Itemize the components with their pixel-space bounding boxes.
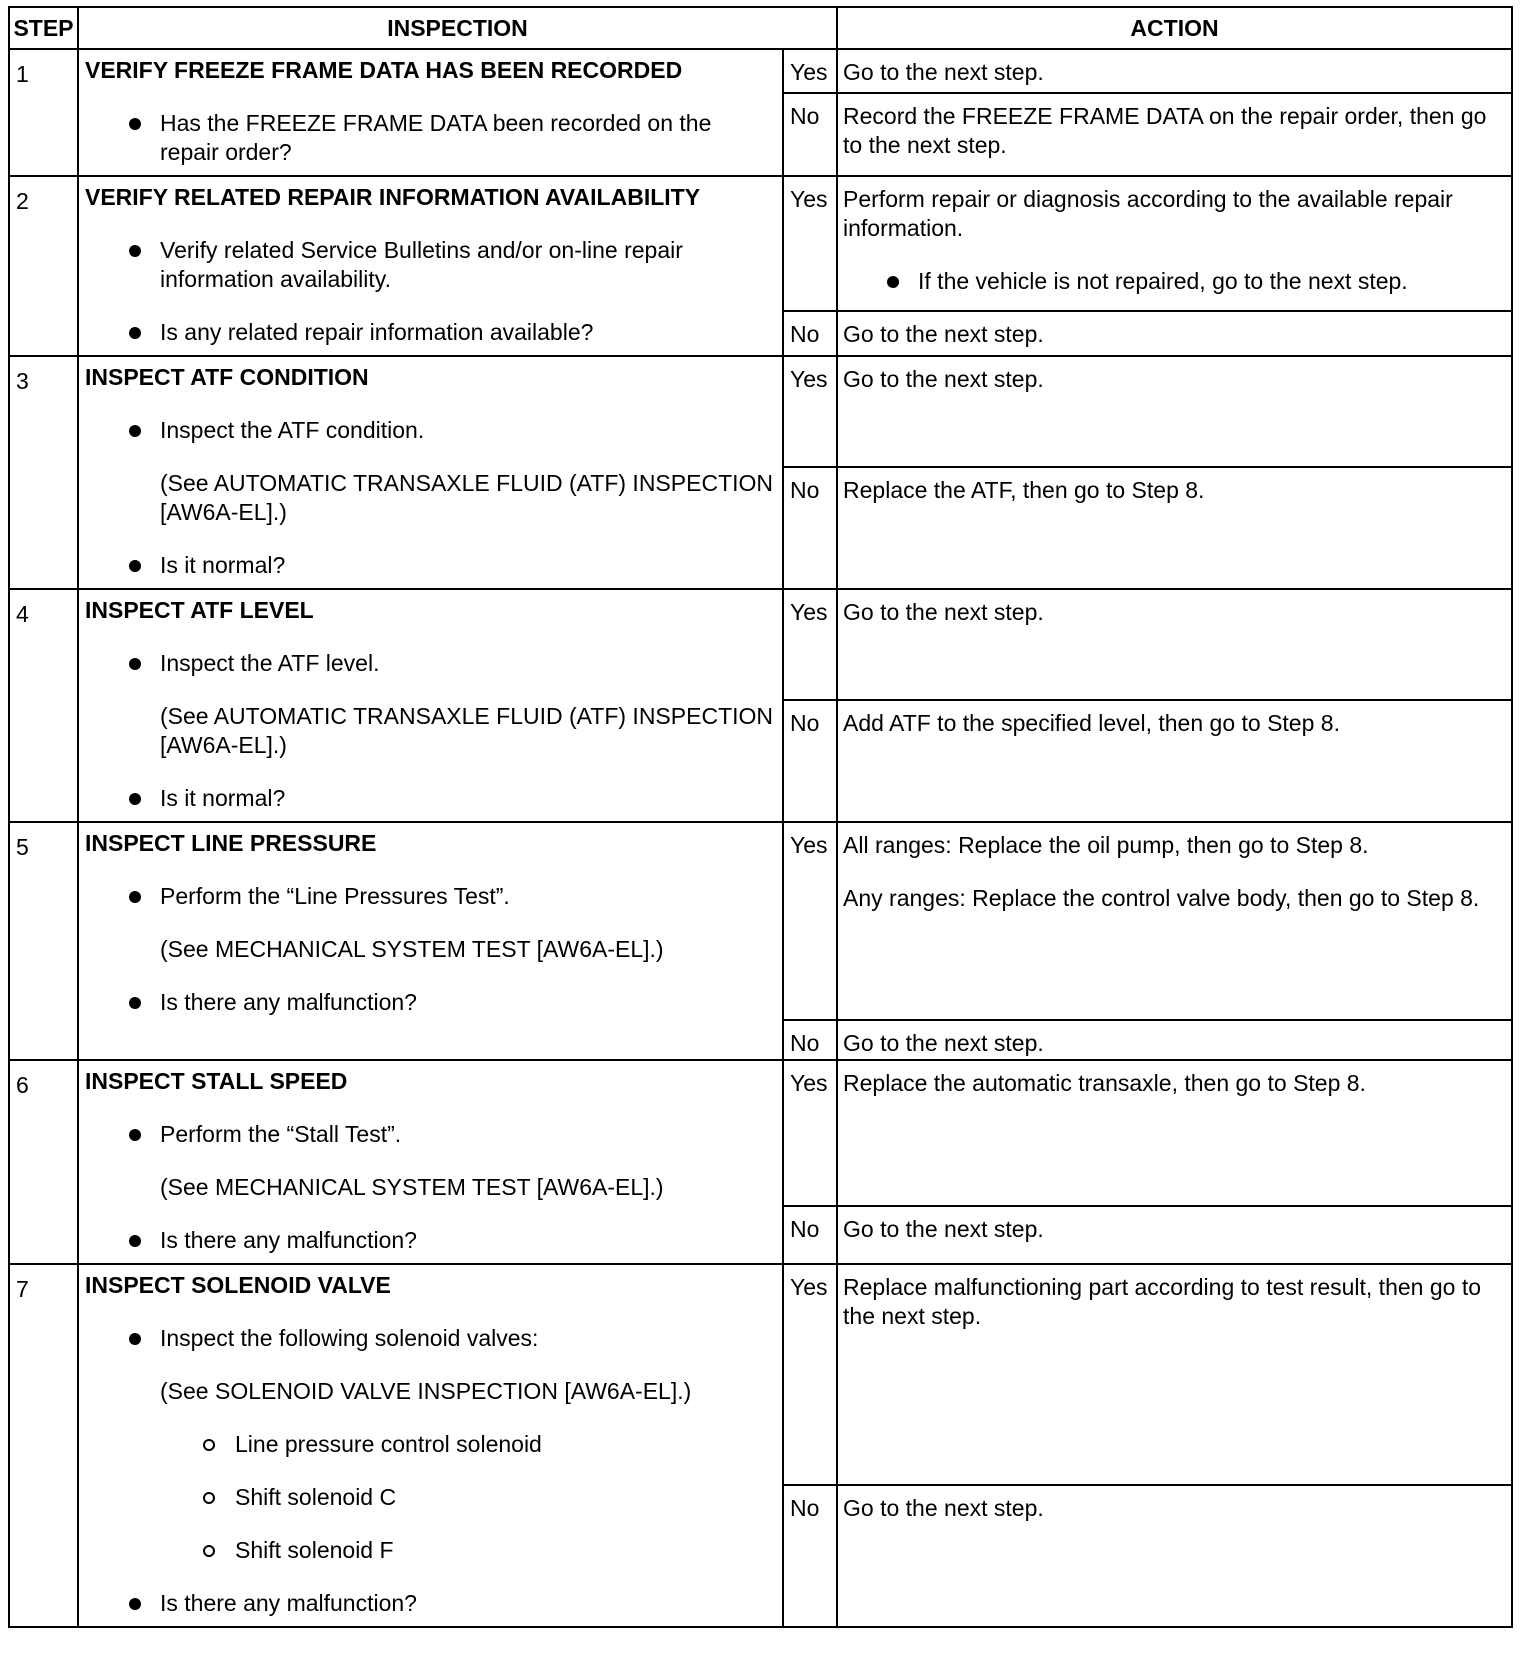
step-number: 7 — [9, 1264, 78, 1627]
yes-action: All ranges: Replace the oil pump, then go to Step 8. — [843, 832, 1369, 858]
step-number: 1 — [9, 49, 78, 176]
inspection-bullet: Inspect the ATF level. — [85, 649, 774, 678]
yes-action: Perform repair or diagnosis according to the available repair information. — [843, 186, 1453, 241]
step-title: INSPECT STALL SPEED — [85, 1068, 348, 1094]
step-title: INSPECT ATF CONDITION — [85, 364, 369, 390]
yes-action-cell — [837, 822, 1512, 1020]
no-action: Add ATF to the specified level, then go to Step 8. — [837, 700, 1512, 822]
step-4-inspection — [78, 589, 783, 822]
reference-note: (See MECHANICAL SYSTEM TEST [AW6A-EL].) — [160, 1174, 664, 1200]
step-title: INSPECT LINE PRESSURE — [85, 830, 377, 856]
yes-action-cell — [837, 176, 1512, 311]
solenoid-item: Line pressure control solenoid — [85, 1430, 774, 1459]
step-number: 3 — [9, 356, 78, 589]
no-action: Go to the next step. — [837, 1020, 1512, 1060]
step-number: 6 — [9, 1060, 78, 1264]
inspection-question: Is there any malfunction? — [85, 1226, 774, 1255]
no-label: No — [783, 311, 837, 356]
header-action: ACTION — [837, 7, 1512, 49]
no-label: No — [783, 467, 837, 589]
no-label: No — [783, 1485, 837, 1627]
step-6-inspection — [78, 1060, 783, 1264]
yes-action: Replace malfunctioning part according to test result, then go to the next step. — [837, 1264, 1512, 1485]
yes-label: Yes — [783, 589, 837, 700]
no-action: Go to the next step. — [837, 1485, 1512, 1627]
reference-note: (See AUTOMATIC TRANSAXLE FLUID (ATF) INSPECTION [AW6A-EL].) — [160, 470, 774, 525]
step-7-inspection — [78, 1264, 783, 1627]
yes-action: Replace the automatic transaxle, then go to Step 8. — [837, 1060, 1512, 1206]
step-title: VERIFY FREEZE FRAME DATA HAS BEEN RECORDED — [85, 57, 683, 83]
yes-action: Go to the next step. — [837, 49, 1512, 93]
step-6-yes-row — [9, 1060, 1512, 1206]
step-7-yes-row — [9, 1264, 1512, 1485]
no-action: Go to the next step. — [837, 1206, 1512, 1264]
step-title: INSPECT SOLENOID VALVE — [85, 1272, 391, 1298]
step-title: VERIFY RELATED REPAIR INFORMATION AVAILABILITY — [85, 184, 701, 210]
no-label: No — [783, 1020, 837, 1060]
yes-label: Yes — [783, 1264, 837, 1485]
diagnostic-table — [8, 6, 1513, 1628]
step-2-inspection — [78, 176, 783, 356]
step-number: 5 — [9, 822, 78, 1060]
step-2-yes-row — [9, 176, 1512, 311]
yes-label: Yes — [783, 49, 837, 93]
step-1-yes-row — [9, 49, 1512, 93]
header-inspection: INSPECTION — [78, 7, 837, 49]
inspection-bullet: Perform the “Line Pressures Test”. — [85, 882, 774, 911]
inspection-question: Is there any malfunction? — [85, 1589, 774, 1618]
no-label: No — [783, 700, 837, 822]
no-action: Go to the next step. — [837, 311, 1512, 356]
inspection-bullet: Perform the “Stall Test”. — [85, 1120, 774, 1149]
inspection-bullet: Verify related Service Bulletins and/or on-line repair information availability. — [85, 236, 774, 294]
reference-note: (See SOLENOID VALVE INSPECTION [AW6A-EL].) — [160, 1378, 692, 1404]
no-label: No — [783, 93, 837, 176]
solenoid-item: Shift solenoid F — [85, 1536, 774, 1565]
step-3-yes-row — [9, 356, 1512, 467]
no-label: No — [783, 1206, 837, 1264]
inspection-bullet: Has the FREEZE FRAME DATA been recorded on the repair order? — [85, 109, 774, 167]
yes-action-alt: Any ranges: Replace the control valve body, then go to Step 8. — [843, 885, 1480, 911]
step-title: INSPECT ATF LEVEL — [85, 597, 314, 623]
diagnostic-procedure — [8, 6, 1513, 1628]
inspection-bullet: Inspect the ATF condition. — [85, 416, 774, 445]
step-1-inspection — [78, 49, 783, 176]
yes-label: Yes — [783, 1060, 837, 1206]
header-row — [9, 7, 1512, 49]
inspection-bullet: Inspect the following solenoid valves: — [85, 1324, 774, 1353]
yes-label: Yes — [783, 822, 837, 1020]
reference-note: (See AUTOMATIC TRANSAXLE FLUID (ATF) INSPECTION [AW6A-EL].) — [160, 703, 774, 758]
step-4-yes-row — [9, 589, 1512, 700]
inspection-question: Is any related repair information available? — [85, 318, 774, 347]
inspection-question: Is it normal? — [85, 784, 774, 813]
yes-action-bullet: If the vehicle is not repaired, go to the next step. — [843, 267, 1503, 296]
yes-action: Go to the next step. — [837, 356, 1512, 467]
header-step: STEP — [9, 7, 78, 49]
yes-label: Yes — [783, 356, 837, 467]
no-action: Record the FREEZE FRAME DATA on the repair order, then go to the next step. — [837, 93, 1512, 176]
step-3-inspection — [78, 356, 783, 589]
step-number: 2 — [9, 176, 78, 356]
step-5-yes-row — [9, 822, 1512, 1020]
yes-action: Go to the next step. — [837, 589, 1512, 700]
no-action: Replace the ATF, then go to Step 8. — [837, 467, 1512, 589]
inspection-question: Is it normal? — [85, 551, 774, 580]
solenoid-item: Shift solenoid C — [85, 1483, 774, 1512]
inspection-question: Is there any malfunction? — [85, 988, 774, 1017]
yes-label: Yes — [783, 176, 837, 311]
step-number: 4 — [9, 589, 78, 822]
step-5-inspection — [78, 822, 783, 1060]
reference-note: (See MECHANICAL SYSTEM TEST [AW6A-EL].) — [160, 936, 664, 962]
